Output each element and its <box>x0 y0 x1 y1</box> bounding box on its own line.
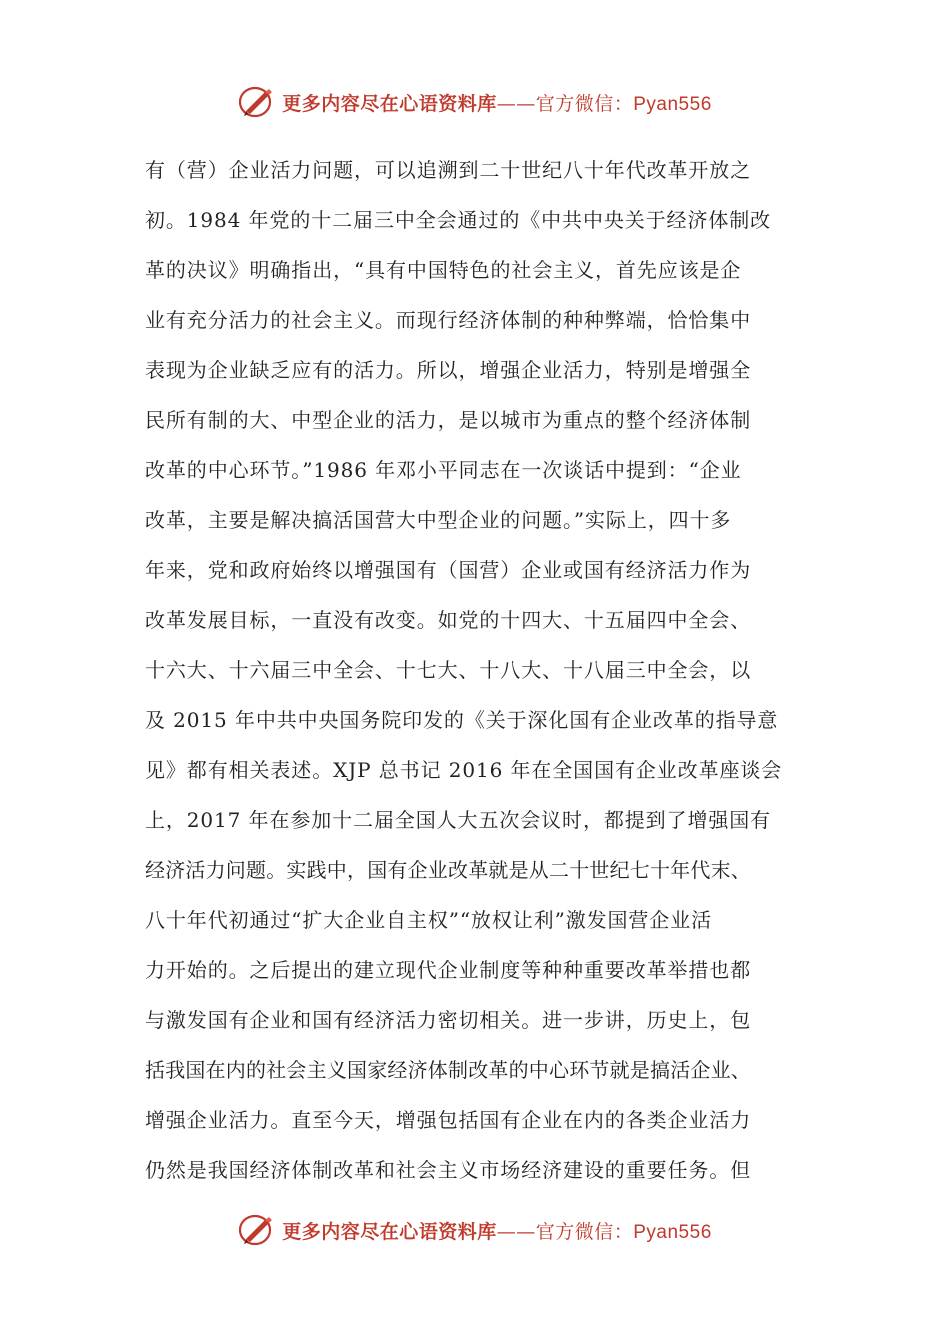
banner-label: 官方微信： <box>535 1220 634 1243</box>
banner-dash: —— <box>496 1220 536 1243</box>
text-line: 有（营）企业活力问题，可以追溯到二十世纪八十年代改革开放之 <box>145 158 752 182</box>
text-line: 经济活力问题。实践中，国有企业改革就是从二十世纪七十年代末、 <box>145 858 751 882</box>
body-paragraph <box>145 145 810 1195</box>
banner-brand: 更多内容尽在心语资料库 <box>282 1220 497 1243</box>
footer-banner <box>0 1210 950 1250</box>
text-line: 上，2017 年在参加十二届全国人大五次会议时，都提到了增强国有 <box>145 808 772 832</box>
text-line: 见》都有相关表述。XJP 总书记 2016 年在全国国有企业改革座谈会 <box>145 758 783 782</box>
text-line: 年来，党和政府始终以增强国有（国营）企业或国有经济活力作为 <box>145 558 752 582</box>
text-line: 与激发国有企业和国有经济活力密切相关。进一步讲，历史上，包 <box>145 1008 752 1032</box>
banner-dash: —— <box>496 92 536 115</box>
text-line: 民所有制的大、中型企业的活力，是以城市为重点的整个经济体制 <box>145 408 752 432</box>
text-line: 增强企业活力。直至今天，增强包括国有企业在内的各类企业活力 <box>145 1108 752 1132</box>
text-line: 改革发展目标，一直没有改变。如党的十四大、十五届四中全会、 <box>145 608 752 632</box>
text-line: 改革，主要是解决搞活国营大中型企业的问题。”实际上，四十多 <box>145 508 732 532</box>
text-line: 革的决议》明确指出，“具有中国特色的社会主义，首先应该是企 <box>145 258 742 282</box>
text-line: 八十年代初通过“扩大企业自主权”“放权让利”激发国营企业活 <box>145 908 712 932</box>
text-line: 初。1984 年党的十二届三中全会通过的《中共中央关于经济体制改 <box>145 208 772 232</box>
banner-text <box>282 1217 712 1244</box>
banner-label: 官方微信： <box>535 92 634 115</box>
text-line: 业有充分活力的社会主义。而现行经济体制的种种弊端，恰恰集中 <box>145 308 752 332</box>
banner-brand: 更多内容尽在心语资料库 <box>282 92 497 115</box>
text-line: 力开始的。之后提出的建立现代企业制度等种种重要改革举措也都 <box>145 958 752 982</box>
text-line: 表现为企业缺乏应有的活力。所以，增强企业活力，特别是增强全 <box>145 358 752 382</box>
text-line: 括我国在内的社会主义国家经济体制改革的中心环节就是搞活企业、 <box>145 1058 751 1082</box>
text-line: 十六大、十六届三中全会、十七大、十八大、十八届三中全会，以 <box>145 658 752 682</box>
text-line: 及 2015 年中共中央国务院印发的《关于深化国有企业改革的指导意 <box>145 708 779 732</box>
header-banner <box>0 82 950 122</box>
banner-wechat-id: Pyan556 <box>633 93 712 115</box>
text-line: 仍然是我国经济体制改革和社会主义市场经济建设的重要任务。但 <box>145 1158 752 1182</box>
pen-logo-icon <box>238 85 276 119</box>
banner-wechat-id: Pyan556 <box>633 1221 712 1243</box>
pen-logo-icon <box>238 1213 276 1247</box>
banner-text <box>282 89 712 116</box>
text-line: 改革的中心环节。”1986 年邓小平同志在一次谈话中提到：“企业 <box>145 458 742 482</box>
